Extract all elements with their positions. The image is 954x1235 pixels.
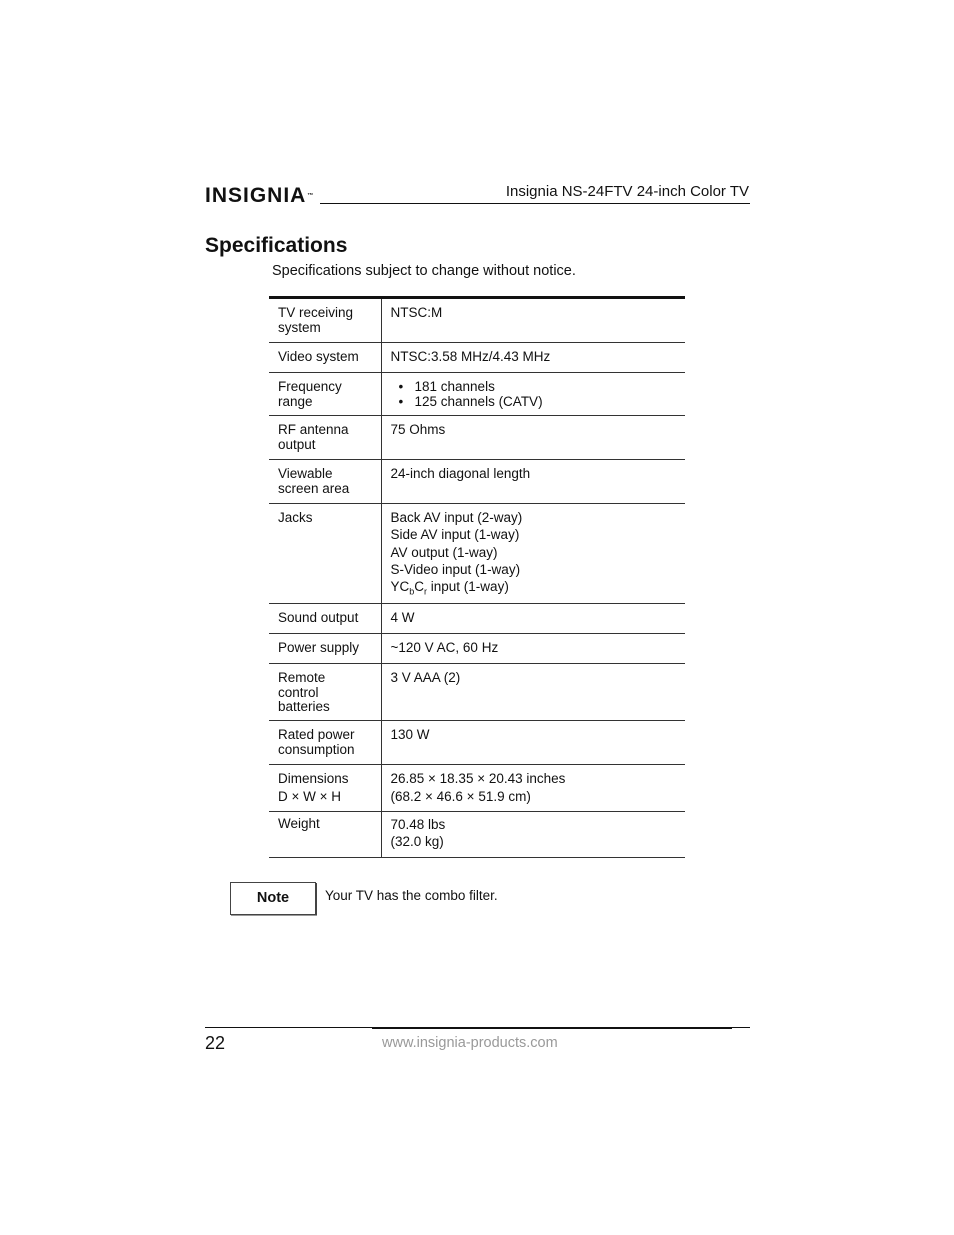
- spec-row-viewable: [269, 460, 685, 504]
- spec-label: Power supply: [269, 634, 381, 664]
- document-title: Insignia NS-24FTV 24-inch Color TV: [505, 183, 749, 200]
- spec-value: 75 Ohms: [381, 416, 685, 460]
- spec-row-jacks: [269, 504, 685, 604]
- jack-line: S-Video input (1-way): [390, 561, 521, 577]
- list-item: • 181 channels: [382, 380, 678, 395]
- spec-row-video-system: [269, 343, 685, 373]
- spec-value: [381, 373, 685, 416]
- jack-line: Back AV input (2-way): [390, 510, 523, 525]
- spec-label: TV receiving system: [269, 298, 381, 343]
- note-divider: [316, 883, 317, 915]
- spec-label: Weight: [269, 812, 381, 858]
- footer-url: www.insignia-products.com: [382, 1035, 558, 1051]
- spec-row-rated-power: [269, 721, 685, 765]
- footer-divider-accent: [372, 1027, 732, 1029]
- list-item: • 125 channels (CATV): [382, 395, 678, 410]
- spec-label: Video system: [269, 343, 381, 373]
- spec-row-sound-output: [269, 604, 685, 634]
- page-number: 22: [205, 1033, 226, 1053]
- spec-value: 26.85 × 18.35 × 20.43 inches (68.2 × 46.6 × 51.9 cm): [381, 765, 685, 812]
- insignia-logo: INSIGNIA™: [205, 184, 315, 207]
- spec-value: NTSC:3.58 MHz/4.43 MHz: [381, 343, 685, 373]
- spec-value: [381, 504, 685, 604]
- spec-label: Sound output: [269, 604, 381, 634]
- spec-row-dimensions: [269, 765, 685, 812]
- spec-label: Rated power consumption: [269, 721, 381, 765]
- spec-value: ~120 V AC, 60 Hz: [381, 634, 685, 664]
- spec-value: 130 W: [381, 721, 685, 765]
- spec-row-frequency: [269, 373, 685, 416]
- specifications-table: [269, 296, 685, 858]
- channel-list: [382, 380, 678, 409]
- trademark-mark: ™: [307, 193, 315, 199]
- header-divider: [320, 203, 750, 204]
- spec-label: Frequency range: [269, 373, 381, 416]
- spec-label: Jacks: [269, 504, 381, 604]
- spec-value: 4 W: [381, 604, 685, 634]
- page-subtitle: Specifications subject to change without notice.: [272, 263, 576, 279]
- spec-label: RF antenna output: [269, 416, 381, 460]
- spec-value: NTSC:M: [381, 298, 685, 343]
- jack-line: AV output (1-way): [390, 544, 498, 560]
- spec-row-rf-antenna: [269, 416, 685, 460]
- spec-row-power-supply: [269, 634, 685, 664]
- spec-label: Dimensions D × W × H: [269, 765, 381, 812]
- spec-row-remote: [269, 664, 685, 721]
- note-text: Your TV has the combo filter.: [325, 888, 498, 903]
- spec-value: 3 V AAA (2): [381, 664, 685, 721]
- spec-row-weight: [269, 812, 685, 858]
- page-heading: Specifications: [205, 234, 348, 257]
- spec-value: 24-inch diagonal length: [381, 460, 685, 504]
- spec-value: 70.48 lbs (32.0 kg): [381, 812, 685, 858]
- spec-label: Viewable screen area: [269, 460, 381, 504]
- note-label: Note: [230, 882, 316, 915]
- jack-line-ycbcr: $YC_bC_r$ input (1-way): [390, 579, 509, 597]
- jack-line: Side AV input (1-way): [390, 527, 520, 543]
- spec-row-tv-receiving: [269, 298, 685, 343]
- spec-label: Remote control batteries: [269, 664, 381, 721]
